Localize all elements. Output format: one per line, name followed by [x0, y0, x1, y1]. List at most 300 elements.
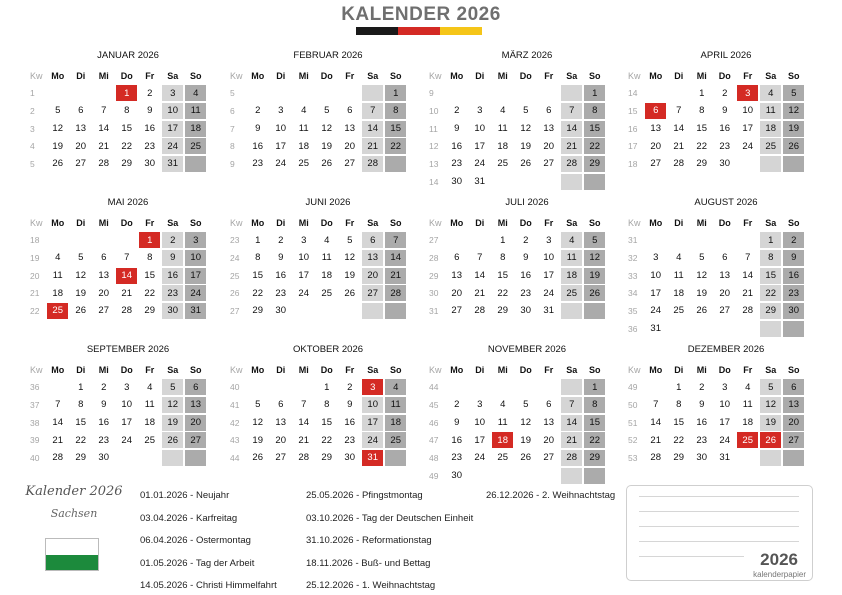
holiday-day-cell: 1 [139, 232, 160, 248]
day-cell: 17 [719, 417, 730, 429]
day-cell: 11 [52, 270, 63, 282]
week-row [228, 285, 408, 301]
day-cell: 18 [497, 140, 508, 152]
day-cell: 27 [543, 452, 554, 464]
week-number: 40 [30, 452, 40, 463]
day-cell [446, 232, 467, 248]
weekday-header: Do [320, 70, 333, 81]
day-cell [47, 379, 68, 395]
week-number: 46 [429, 417, 439, 428]
day-cell [316, 85, 337, 101]
month-title: SEPTEMBER 2026 [86, 344, 170, 355]
month-title: APRIL 2026 [700, 50, 752, 61]
day-cell [538, 85, 559, 101]
day-cell [469, 379, 490, 395]
day-cell: 13 [650, 123, 661, 135]
day-cell [70, 85, 91, 101]
day-cell: 27 [275, 452, 286, 464]
germany-flag-bar [356, 27, 482, 35]
day-cell: 9 [454, 123, 460, 135]
week-number: 31 [429, 305, 439, 316]
week-number: 16 [628, 123, 638, 134]
day-cell [691, 321, 712, 337]
day-cell: 9 [278, 252, 284, 264]
day-cell: 14 [561, 415, 582, 431]
day-cell: 31 [474, 176, 485, 188]
weekday-header: Di [76, 70, 86, 81]
holiday-list-2 [306, 490, 473, 595]
day-cell: 6 [546, 105, 552, 117]
notes-brand: kalenderpapier [753, 570, 806, 579]
month-block [28, 197, 208, 319]
day-cell: 5 [347, 234, 353, 246]
day-cell: 24 [650, 305, 661, 317]
day-cell: 22 [252, 287, 263, 299]
day-cell: 19 [344, 270, 355, 282]
weekday-header: Mo [51, 217, 65, 228]
week-row [427, 121, 607, 137]
week-row [626, 250, 806, 266]
day-cell [760, 450, 781, 466]
day-cell: 30 [275, 305, 286, 317]
day-cell: 17 [121, 417, 132, 429]
day-cell [515, 85, 536, 101]
day-cell: 30 [451, 470, 462, 482]
day-cell: 11 [497, 417, 508, 429]
week-number: 22 [30, 305, 40, 316]
day-cell: 12 [162, 397, 183, 413]
weekday-header: Di [475, 364, 485, 375]
day-cell: 28 [121, 305, 132, 317]
week-row [626, 138, 806, 154]
day-cell: 5 [699, 252, 705, 264]
weekday-header: Mi [298, 364, 309, 375]
day-cell: 15 [584, 415, 605, 431]
month-block [228, 50, 408, 172]
weekday-header-row [28, 362, 208, 378]
weekday-header: Mo [251, 70, 265, 81]
week-number: 1 [30, 88, 35, 99]
day-cell: 18 [144, 417, 155, 429]
holiday-day-cell: 6 [645, 103, 666, 119]
day-cell: 5 [584, 232, 605, 248]
week-row [427, 268, 607, 284]
day-cell: 1 [676, 381, 682, 393]
week-number: 9 [230, 158, 235, 169]
weekday-header: Fr [345, 364, 355, 375]
kw-header: Kw [429, 364, 442, 375]
week-row [626, 156, 806, 172]
day-cell: 13 [451, 270, 462, 282]
weekday-header-row [228, 68, 408, 84]
month-title: FEBRUAR 2026 [293, 50, 363, 61]
day-cell [668, 232, 689, 248]
week-row [626, 268, 806, 284]
day-cell: 7 [653, 399, 659, 411]
day-cell: 22 [144, 287, 155, 299]
week-number: 49 [628, 382, 638, 393]
holiday-day-cell: 25 [737, 432, 758, 448]
day-cell: 23 [451, 158, 462, 170]
day-cell: 22 [497, 287, 508, 299]
day-cell: 30 [451, 176, 462, 188]
day-cell [538, 468, 559, 484]
day-cell: 17 [362, 415, 383, 431]
day-cell: 21 [474, 287, 485, 299]
holiday-entry: 03.10.2026 - Tag der Deutschen Einheit [306, 512, 474, 524]
day-cell: 29 [144, 305, 155, 317]
day-cell: 27 [75, 158, 86, 170]
day-cell: 22 [121, 140, 132, 152]
day-cell [385, 450, 406, 466]
day-cell: 18 [321, 270, 332, 282]
saxony-flag [45, 538, 99, 571]
weekday-header: Do [718, 364, 731, 375]
day-cell: 8 [255, 252, 261, 264]
holiday-entry: 14.05.2026 - Christi Himmelfahrt [140, 580, 277, 592]
week-row [626, 103, 806, 119]
day-cell: 25 [385, 432, 406, 448]
week-number: 14 [628, 88, 638, 99]
weekday-header: Di [276, 364, 286, 375]
day-cell: 3 [185, 232, 206, 248]
day-cell: 15 [584, 121, 605, 137]
weekday-header: Mi [497, 364, 508, 375]
week-number: 10 [429, 105, 439, 116]
week-row [28, 303, 208, 319]
day-cell [47, 85, 68, 101]
day-cell: 14 [298, 417, 309, 429]
day-cell: 4 [185, 85, 206, 101]
day-cell: 21 [298, 434, 309, 446]
holiday-day-cell: 25 [47, 303, 68, 319]
day-cell: 18 [52, 287, 63, 299]
week-number: 31 [628, 235, 638, 246]
day-cell: 18 [673, 287, 684, 299]
week-row [28, 268, 208, 284]
month-block [228, 197, 408, 319]
kw-header: Kw [628, 217, 641, 228]
day-cell: 14 [474, 270, 485, 282]
day-cell: 12 [52, 123, 63, 135]
day-cell: 6 [347, 105, 353, 117]
day-cell [339, 85, 360, 101]
day-cell: 4 [55, 252, 61, 264]
day-cell: 31 [543, 305, 554, 317]
kw-header: Kw [230, 217, 243, 228]
weekday-header-row [228, 215, 408, 231]
weekday-header: Di [475, 217, 485, 228]
day-cell: 20 [543, 434, 554, 446]
weekday-header: Mi [98, 70, 109, 81]
weekday-header-row [427, 362, 607, 378]
day-cell: 19 [584, 268, 605, 284]
day-cell: 7 [55, 399, 61, 411]
day-cell: 5 [523, 105, 529, 117]
month-title: MAI 2026 [107, 197, 149, 208]
week-row [626, 415, 806, 431]
day-cell: 25 [298, 158, 309, 170]
day-cell: 24 [719, 434, 730, 446]
weekday-header: Di [276, 217, 286, 228]
day-cell: 16 [144, 123, 155, 135]
week-row [427, 285, 607, 301]
day-cell: 6 [78, 105, 84, 117]
day-cell: 20 [344, 140, 355, 152]
week-row [228, 156, 408, 172]
kw-header: Kw [429, 70, 442, 81]
day-cell: 26 [783, 138, 804, 154]
weekday-header: So [189, 70, 202, 81]
weekday-header: Sa [367, 217, 379, 228]
week-row [626, 85, 806, 101]
day-cell: 14 [673, 123, 684, 135]
day-cell: 7 [124, 252, 130, 264]
weekday-header: Fr [145, 70, 155, 81]
weekday-header: So [787, 364, 800, 375]
kw-header: Kw [230, 70, 243, 81]
day-cell: 20 [451, 287, 462, 299]
kw-header: Kw [628, 364, 641, 375]
day-cell: 25 [673, 305, 684, 317]
day-cell: 16 [451, 140, 462, 152]
week-row [228, 450, 408, 466]
day-cell: 29 [760, 303, 781, 319]
weekday-header: So [389, 217, 402, 228]
day-cell: 26 [52, 158, 63, 170]
note-line [639, 541, 799, 542]
month-title: NOVEMBER 2026 [487, 344, 567, 355]
day-cell: 28 [52, 452, 63, 464]
day-cell: 11 [673, 270, 684, 282]
day-cell: 8 [324, 399, 330, 411]
month-block [28, 50, 208, 172]
weekday-header: Mo [51, 364, 65, 375]
week-row [626, 397, 806, 413]
day-cell: 9 [699, 399, 705, 411]
day-cell: 16 [98, 417, 109, 429]
day-cell: 8 [584, 103, 605, 119]
day-cell: 15 [252, 270, 263, 282]
week-number: 5 [230, 88, 235, 99]
day-cell: 8 [124, 105, 130, 117]
day-cell: 23 [451, 452, 462, 464]
day-cell: 7 [745, 252, 751, 264]
day-cell: 10 [742, 105, 753, 117]
day-cell [139, 450, 160, 466]
day-cell: 22 [584, 138, 605, 154]
weekday-header: Do [320, 364, 333, 375]
day-cell: 27 [650, 158, 661, 170]
week-row [626, 450, 806, 466]
week-row [626, 121, 806, 137]
day-cell: 23 [783, 285, 804, 301]
day-cell: 16 [252, 140, 263, 152]
day-cell: 27 [362, 285, 383, 301]
day-cell: 6 [546, 399, 552, 411]
week-row [228, 432, 408, 448]
day-cell [162, 450, 183, 466]
week-number: 42 [230, 417, 240, 428]
weekday-header: Di [674, 364, 684, 375]
weekday-header: So [588, 217, 601, 228]
holiday-day-cell: 3 [737, 85, 758, 101]
day-cell: 15 [696, 123, 707, 135]
day-cell: 21 [561, 138, 582, 154]
month-title: DEZEMBER 2026 [687, 344, 765, 355]
day-cell: 17 [474, 434, 485, 446]
day-cell: 27 [98, 305, 109, 317]
week-number: 4 [30, 141, 35, 152]
day-cell: 12 [252, 417, 263, 429]
week-row [28, 232, 208, 248]
day-cell: 23 [344, 434, 355, 446]
day-cell [116, 450, 137, 466]
week-row [626, 321, 806, 337]
day-cell: 24 [185, 285, 206, 301]
day-cell [469, 232, 490, 248]
weekday-header: So [389, 70, 402, 81]
week-number: 7 [230, 123, 235, 134]
weekday-header: Sa [765, 70, 777, 81]
kw-header: Kw [230, 364, 243, 375]
week-number: 29 [429, 270, 439, 281]
day-cell [668, 321, 689, 337]
holiday-entry: 06.04.2026 - Ostermontag [140, 535, 251, 547]
day-cell [385, 303, 406, 319]
week-number: 27 [429, 235, 439, 246]
weekday-header: Fr [345, 70, 355, 81]
day-cell: 24 [362, 432, 383, 448]
day-cell: 21 [561, 432, 582, 448]
weekday-header: Sa [765, 217, 777, 228]
day-cell [362, 303, 383, 319]
day-cell: 25 [561, 285, 582, 301]
day-cell [293, 303, 314, 319]
week-row [28, 415, 208, 431]
day-cell: 14 [52, 417, 63, 429]
day-cell [47, 232, 68, 248]
holiday-list-3 [486, 490, 615, 513]
month-title: OKTOBER 2026 [292, 344, 364, 355]
week-row [228, 379, 408, 395]
day-cell: 4 [561, 232, 582, 248]
week-number: 26 [230, 288, 240, 299]
day-cell: 5 [78, 252, 84, 264]
day-cell: 2 [147, 87, 153, 99]
day-cell: 4 [301, 105, 307, 117]
weekday-header: Fr [743, 70, 753, 81]
day-cell: 16 [162, 268, 183, 284]
month-title: JULI 2026 [505, 197, 549, 208]
day-cell: 8 [78, 399, 84, 411]
day-cell: 19 [783, 121, 804, 137]
week-number: 2 [30, 105, 35, 116]
week-row [228, 250, 408, 266]
weekday-header: Do [718, 217, 731, 228]
day-cell: 28 [385, 285, 406, 301]
week-row [427, 174, 607, 190]
day-cell: 7 [561, 103, 582, 119]
day-cell: 10 [543, 252, 554, 264]
day-cell: 12 [520, 417, 531, 429]
day-cell: 20 [783, 415, 804, 431]
week-number: 30 [429, 288, 439, 299]
day-cell: 28 [298, 452, 309, 464]
day-cell: 25 [760, 138, 781, 154]
day-cell: 11 [561, 250, 582, 266]
day-cell [668, 85, 689, 101]
month-block [427, 197, 607, 319]
weekday-header: Fr [743, 364, 753, 375]
day-cell: 29 [584, 156, 605, 172]
day-cell [584, 303, 605, 319]
day-cell [492, 174, 513, 190]
day-cell [783, 450, 804, 466]
day-cell [538, 174, 559, 190]
day-cell: 19 [696, 287, 707, 299]
day-cell [561, 379, 582, 395]
day-cell: 20 [650, 140, 661, 152]
day-cell: 16 [783, 268, 804, 284]
day-cell: 7 [477, 252, 483, 264]
day-cell: 1 [324, 381, 330, 393]
day-cell [584, 174, 605, 190]
day-cell: 10 [121, 399, 132, 411]
day-cell: 31 [650, 323, 661, 335]
weekday-header: Di [475, 70, 485, 81]
day-cell: 21 [650, 434, 661, 446]
day-cell: 29 [696, 158, 707, 170]
holiday-day-cell: 18 [492, 432, 513, 448]
day-cell: 21 [98, 140, 109, 152]
weekday-header: Mi [98, 217, 109, 228]
day-cell: 13 [344, 123, 355, 135]
week-row [28, 450, 208, 466]
week-number: 34 [628, 288, 638, 299]
day-cell: 12 [75, 270, 86, 282]
day-cell: 7 [101, 105, 107, 117]
day-cell: 27 [344, 158, 355, 170]
day-cell: 23 [252, 158, 263, 170]
day-cell: 17 [275, 140, 286, 152]
day-cell: 4 [745, 381, 751, 393]
day-cell: 13 [75, 123, 86, 135]
day-cell: 21 [362, 138, 383, 154]
day-cell: 16 [719, 123, 730, 135]
week-number: 15 [628, 105, 638, 116]
day-cell: 26 [696, 305, 707, 317]
day-cell: 11 [497, 123, 508, 135]
holiday-day-cell: 31 [362, 450, 383, 466]
week-row [228, 103, 408, 119]
day-cell: 30 [144, 158, 155, 170]
day-cell: 11 [385, 397, 406, 413]
day-cell [247, 85, 268, 101]
day-cell: 23 [696, 434, 707, 446]
week-row [626, 232, 806, 248]
month-block [626, 197, 806, 337]
day-cell: 15 [321, 417, 332, 429]
day-cell: 7 [676, 105, 682, 117]
weekday-header: So [389, 364, 402, 375]
weekday-header: So [189, 217, 202, 228]
weekday-header: Do [519, 217, 532, 228]
day-cell: 8 [147, 252, 153, 264]
week-row [427, 85, 607, 101]
day-cell: 2 [101, 381, 107, 393]
weekday-header: Sa [167, 364, 179, 375]
